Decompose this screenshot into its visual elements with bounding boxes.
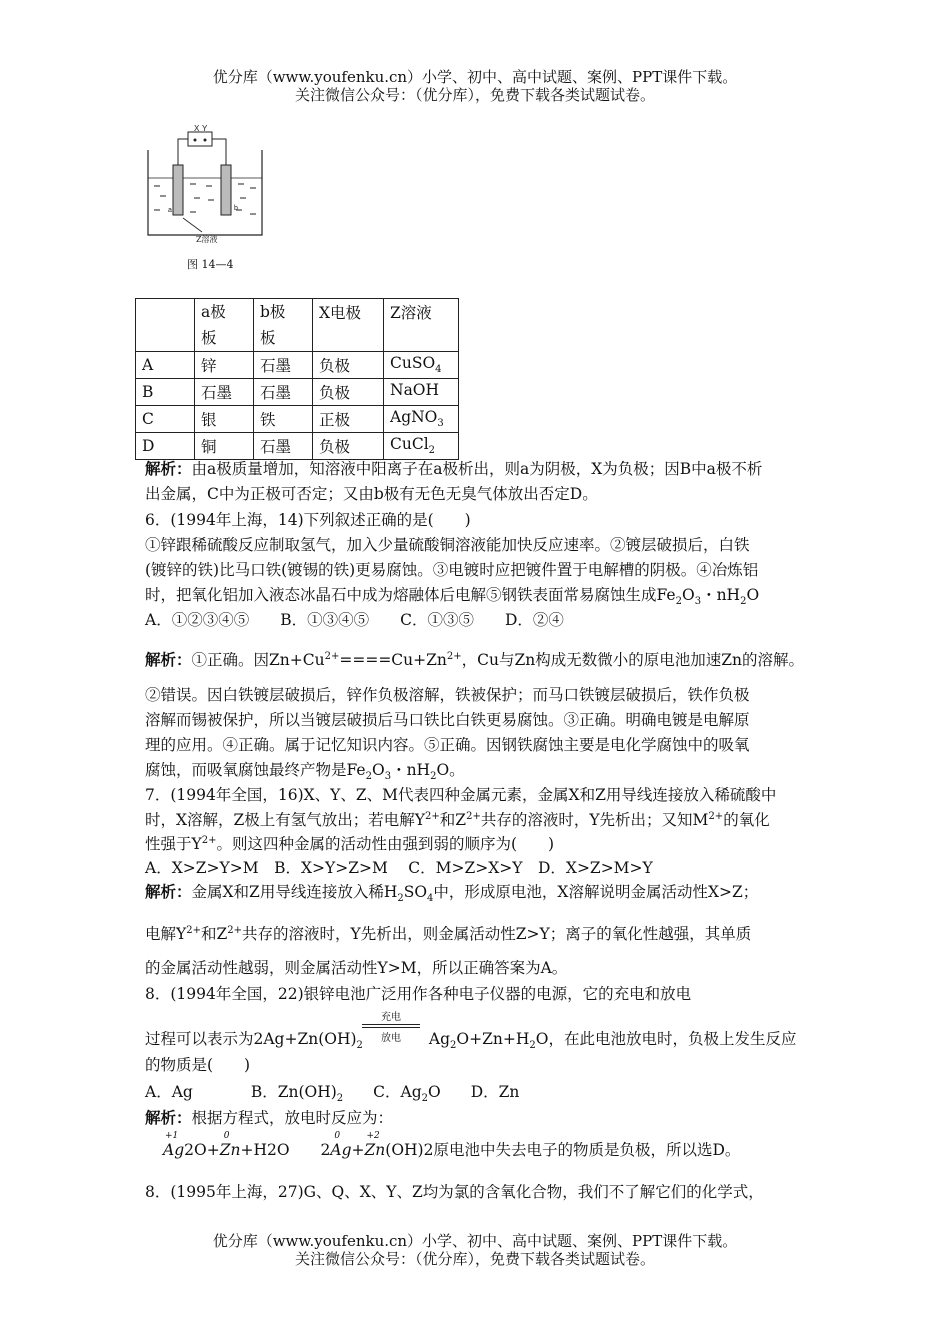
q6-analysis-line-4: 理的应用。④正确。属于记忆知识内容。⑤正确。因钢铁腐蚀主要是电化学腐蚀中的吸氧 [145, 736, 750, 754]
table-cell: 负极 [313, 433, 384, 460]
eq-ag: +1 Ag [163, 1131, 185, 1159]
discharge-label: 放电 [381, 1033, 401, 1044]
options-table [135, 298, 459, 460]
q6-options: A．①②③④⑤ B．①③④⑤ C．①③⑤ D．②④ [145, 611, 564, 629]
q6-stem: 6．(1994年上海，14)下列叙述正确的是( ) [145, 511, 471, 529]
q7-line-1: 7．(1994年全国，16)X、Y、Z、M代表四种金属元素，金属X和Z用导线连接放入稀硫酸中 [145, 786, 777, 804]
footer-line-2: 关注微信公众号：（优分库），免费下载各类试题试卷。 [294, 1250, 655, 1268]
table-cell: 负极 [313, 352, 384, 379]
label-z: Z溶液 [196, 235, 218, 244]
table-header-z: Z溶液 [384, 299, 459, 352]
table-cell: 石墨 [195, 379, 254, 406]
q7-line-3: 性强于$Y^{2+}$。则这四种金属的活动性由强到弱的顺序为( ) [145, 834, 555, 853]
charge-label: 充电 [381, 1012, 401, 1023]
table-header-x: X电极 [313, 299, 384, 352]
table-cell: 石墨 [254, 379, 313, 406]
footer-line-1: 优分库（www.youfenku.cn）小学、初中、高中试题、案例、PPT课件下载。 [212, 1232, 738, 1250]
label-y: Y [202, 124, 208, 133]
table-cell: 铁 [254, 406, 313, 433]
q6-analysis-line-5: 腐蚀，而吸氧腐蚀最终产物是$Fe_2O_3$・$nH_2O$。 [145, 761, 465, 783]
q7-analysis-line-2: 电解$Y^{2+}$和$Z^{2+}$共存的溶液时，Y先析出，则金属活动性Z>Y；离子的氧化性越强，其单质 [145, 924, 752, 943]
table-header-a: a极 板 [195, 299, 254, 352]
q7-line-2: 时，X溶解，Z极上有氢气放出；若电解$Y^{2+}$和$Z^{2+}$共存的溶液时，Y先析出；又知$M^{2+}$的氧化 [145, 810, 770, 829]
table-header-row [136, 299, 459, 352]
label-x: X [194, 124, 200, 133]
table-cell: CuCl$_2$ [384, 433, 459, 460]
header-line-1: 优分库（www.youfenku.cn）小学、初中、高中试题、案例、PPT课件下载。 [212, 68, 738, 86]
table-cell: 铜 [195, 433, 254, 460]
q7-analysis-line-1: 解析：金属X和Z用导线连接放入稀$H_2SO_4$中，形成原电池，X溶解说明金属活动性X>Z； [145, 882, 759, 905]
table-row [136, 352, 459, 379]
label-b: b [234, 205, 238, 212]
table-cell: 银 [195, 406, 254, 433]
q6-analysis-line-3: 溶解而锡被保护，所以当镀层破损后马口铁比白铁更易腐蚀。③正确。明确电镀是电解原 [145, 711, 750, 729]
q8-line-2: 过程可以表示为$2Ag+Zn(OH)_2$ $Ag_2O+Zn+H_2O$，在此电池放电时，负极上发生反应 [145, 1030, 797, 1052]
label-a: a [168, 207, 172, 214]
q6-analysis-line-1: 解析：①正确。因$Zn+Cu^{2+}====Cu+Zn^{2+}$，Cu与Zn构成无数微小的原电池加速Zn的溶解。 [145, 650, 804, 669]
table-cell: 正极 [313, 406, 384, 433]
table-cell: 锌 [195, 352, 254, 379]
q8-options: A．Ag B．$Zn(OH)_2$ C．$Ag_2O$ D．Zn [145, 1083, 520, 1105]
q8-line-1: 8．(1994年全国，22)银锌电池广泛用作各种电子仪器的电源，它的充电和放电 [145, 985, 692, 1003]
table-cell: D [136, 433, 195, 460]
table-row [136, 406, 459, 433]
table-row [136, 379, 459, 406]
table-cell: AgNO$_3$ [384, 406, 459, 433]
table-row [136, 433, 459, 460]
table-cell: 负极 [313, 379, 384, 406]
q8-line-3: 的物质是( ) [145, 1056, 251, 1074]
q5-analysis-line-2: 出金属，C中为正极可否定；又由b极有无色无臭气体放出否定D。 [145, 485, 598, 503]
figure-caption: 图 14—4 [187, 258, 234, 271]
table-cell: CuSO$_4$ [384, 352, 459, 379]
header-line-2: 关注微信公众号：（优分库），免费下载各类试题试卷。 [294, 86, 655, 104]
table-cell: C [136, 406, 195, 433]
q8-analysis-line-1: 解析：根据方程式，放电时反应为： [145, 1108, 394, 1127]
table-cell: 石墨 [254, 433, 313, 460]
q7-analysis-line-3: 的金属活动性越弱，则金属活动性Y>M，所以正确答案为A。 [145, 959, 568, 977]
table-cell: NaOH [384, 379, 459, 406]
q8-equation: +1 Ag2O+ 0 Zn+H2O 2 0 Ag+ +2 Zn(OH)2原电池中失去电子的物质是负极，所以选D。 [163, 1131, 741, 1159]
q8b-line-1: 8．(1995年上海，27)G、Q、X、Y、Z均为氯的含氧化合物，我们不了解它们的化学式， [145, 1183, 764, 1201]
electrolysis-diagram [140, 120, 270, 250]
q6-line-1: ①锌跟稀硫酸反应制取氢气，加入少量硫酸铜溶液能加快反应速率。②镀层破损后，白铁 [145, 536, 750, 554]
table-header-b: b极 板 [254, 299, 313, 352]
q5-analysis-line-1: 解析：由a极质量增加，知溶液中阳离子在a极析出，则a为阴极，X为负极；因B中a极不析 [145, 459, 763, 478]
q6-analysis-line-2: ②错误。因白铁镀层破损后，锌作负极溶解，铁被保护；而马口铁镀层破损后，铁作负极 [145, 686, 750, 704]
q7-options: A．X>Z>Y>M B．X>Y>Z>M C．M>Z>X>Y D．X>Z>M>Y [145, 859, 653, 877]
table-cell: B [136, 379, 195, 406]
q6-line-3: 时，把氧化铝加入液态冰晶石中成为熔融体后电解⑤钢铁表面常易腐蚀生成$Fe_2O_3$・$nH_2O$ [145, 586, 760, 608]
table-cell: 石墨 [254, 352, 313, 379]
table-cell [136, 299, 195, 352]
table-cell: A [136, 352, 195, 379]
q6-line-2: (镀锌的铁)比马口铁(镀锡的铁)更易腐蚀。③电镀时应把镀件置于电解槽的阴极。④冶炼铝 [145, 561, 759, 579]
